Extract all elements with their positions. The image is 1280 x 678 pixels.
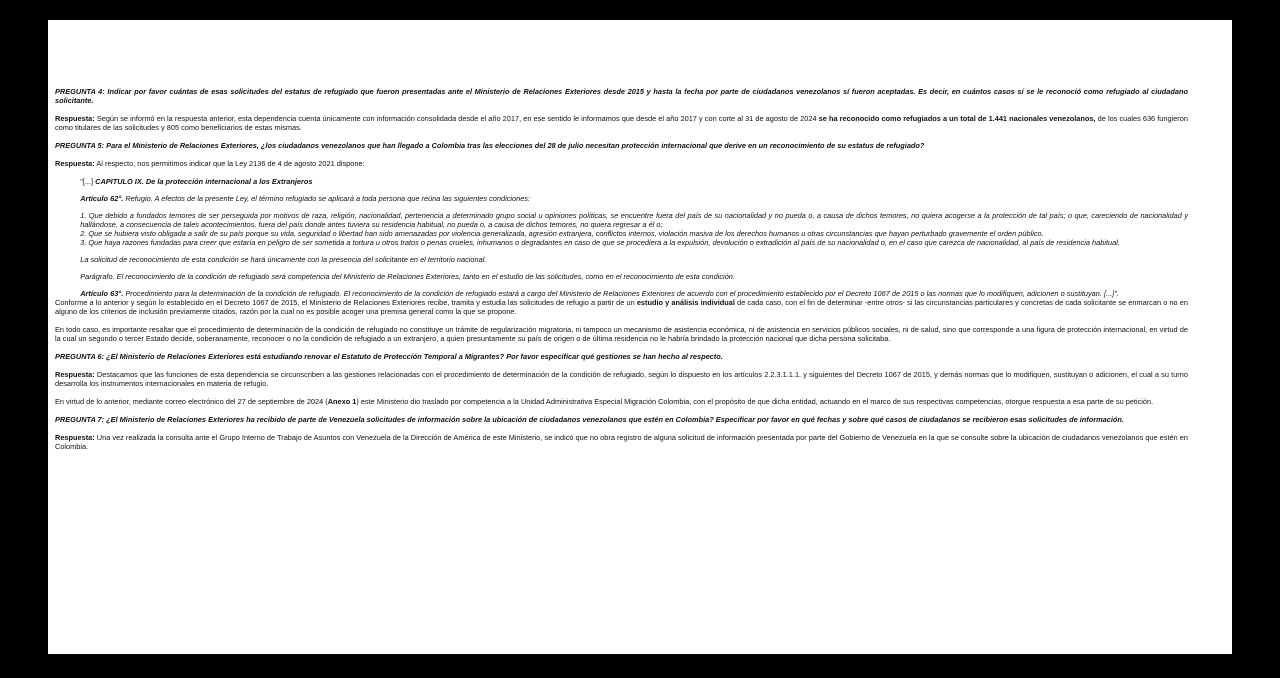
document-page bbox=[48, 20, 1232, 654]
chapter-title: CAPITULO IX. De la protección internacional a los Extranjeros bbox=[95, 177, 313, 186]
answer-label: Respuesta: bbox=[55, 370, 95, 379]
answer-5 bbox=[55, 159, 1188, 168]
article-62-text: Refugio. A efectos de la presente Ley, el término refugiado se aplicará a toda persona que reúna las siguientes condiciones: bbox=[123, 194, 531, 203]
answer-6 bbox=[55, 370, 1188, 388]
question-4: PREGUNTA 4: Indicar por favor cuántas de esas solicitudes del estatus de refugiado que fueron presentadas ante el Ministerio de Relaciones Exteriores desde 2015 y hasta la fecha por parte de ciudadanos venezolanos sí fueron aceptadas. Es decir, en cuántos casos sí se le reconoció como refugiado al ciudadano solicitante. bbox=[55, 87, 1188, 105]
article-63-text: Procedimiento para la determinación de la condición de refugiado. El reconocimiento de la condición de refugiado estará a cargo del Ministerio de Relaciones Exteriores de acuerdo con el procedimiento establecido por el Decreto 1067 de 2015 o las normas que lo modifiquen, adicionen o sustituyan. [...]". bbox=[123, 289, 1119, 298]
answer-text: Una vez realizada la consulta ante el Grupo Interno de Trabajo de Asuntos con Venezuela de la Dirección de América de este Ministerio, se indicó que no obra registro de alguna solicitud de información presentada por parte del Gobierno de Venezuela en la que se consulte sobre la ubicación de ciudadanos venezolanos que estén en Colombia. bbox=[55, 433, 1188, 451]
chapter-heading bbox=[80, 177, 1188, 186]
answer-4 bbox=[55, 114, 1188, 132]
article-62 bbox=[80, 194, 1188, 203]
answer-text: Destacamos que las funciones de esta dependencia se circunscriben a las gestiones relacionadas con el procedimiento de determinación de la condición de refugiado, según lo dispuesto en los artículos 2.2.3.1.1.1. y siguientes del Decreto 1067 de 2015, y demás normas que lo modifiquen, sustituyan o adicionen, el cual a su turno desarrolla los instrumentos internacionales en materia de refugio. bbox=[55, 370, 1188, 388]
document-body bbox=[55, 87, 1188, 460]
article-63 bbox=[80, 289, 1188, 298]
answer-label: Respuesta: bbox=[55, 159, 95, 168]
solicitud-paragraph: La solicitud de reconocimiento de esta condición se hará únicamente con la presencia del solicitante en el territorio nacional. bbox=[80, 255, 487, 264]
answer-text: Al respecto, nos permitimos indicar que la Ley 2136 de 4 de agosto 2021 dispone: bbox=[94, 159, 365, 168]
paragrafo: Parágrafo. El reconocimiento de la condición de refugiado será competencia del Ministerio de Relaciones Exteriores, tanto en el estudio de las solicitudes, como en el reconocimiento de esta condición. bbox=[80, 272, 735, 281]
condition-1: 1. Que debido a fundados temores de ser perseguida por motivos de raza, religión, nacionalidad, pertenencia a determinado grupo social u opiniones políticas, se encuentre fuera del país de su nacionalidad y no pueda o, a causa de dichos temores, no quiera acogerse a la protección de tal país; o que, careciendo de nacionalidad y hallándose, a consecuencia de tales acontecimientos, fuera del país donde antes tuviera su residencia habitual, no pueda o, a causa de dichos temores, no quiera regresar a él o; bbox=[80, 211, 1188, 229]
paragraph-highlight: estudio y análisis individual bbox=[636, 298, 735, 307]
answer-label: Respuesta: bbox=[55, 433, 95, 442]
article-63-label: Artículo 63°. bbox=[80, 289, 124, 298]
paragraph-text: En virtud de lo anterior, mediante correo electrónico del 27 de septiembre de 2024 ( bbox=[55, 397, 328, 406]
answer-text: de los cuales 636 fungieron como titulares de las solicitudes y 805 como beneficiarios de estas mismas. bbox=[55, 114, 1188, 132]
law-quote bbox=[80, 177, 1188, 298]
answer-text: Según se informó en la respuesta anterior, esta dependencia cuenta únicamente con información consolidada desde el año 2017, en ese sentido le informamos que desde el año 2017 y con corte al 31 de agosto de 2024 bbox=[94, 114, 819, 123]
question-6: PREGUNTA 6: ¿El Ministerio de Relaciones Exteriores está estudiando renovar el Estatuto de Protección Temporal a Migrantes? Por favor especificar qué gestiones se han hecho al respecto. bbox=[55, 352, 723, 361]
answer-highlight: se ha reconocido como refugiados a un total de 1.441 nacionales venezolanos, bbox=[818, 114, 1096, 123]
quote-open: "[...] bbox=[80, 177, 96, 186]
question-7: PREGUNTA 7: ¿El Ministerio de Relaciones Exteriores ha recibido de parte de Venezuela solicitudes de información sobre la ubicación de ciudadanos venezolanos que estén en Colombia? Especificar por favor en qué fechas y sobre qué casos de ciudadanos se recibieron esas solicitudes de información. bbox=[55, 415, 1124, 424]
question-5: PREGUNTA 5: Para el Ministerio de Relaciones Exteriores, ¿los ciudadanos venezolanos que han llegado a Colombia tras las elecciones del 28 de julio necesitan protección internacional que derive en un reconocimiento de su estatus de refugiado? bbox=[55, 141, 925, 150]
paragraph-virtud bbox=[55, 397, 1188, 406]
paragraph-text: de cada caso, con el fin de determinar -entre otros- si las circunstancias particulares y concretas de cada solicitante se enmarcan o no en alguno de los criterios de inclusión previamente citados, razón por la cual no es posible acoger una premisa general como la que se propone. bbox=[55, 298, 1188, 316]
answer-7 bbox=[55, 433, 1188, 451]
paragraph-todo-caso: En todo caso, es importante resaltar que el procedimiento de determinación de la condición de refugiado no constituye un trámite de regularización migratoria, ni tampoco un mecanismo de asistencia económica, ni de asistencia en servicios públicos sociales, ni de salud, sino que corresponde a una figura de protección internacional, en virtud de la cual un segundo o tercer Estado decide, soberanamente, reconocer o no la condición de refugiado a un extranjero, a quien presuntamente su país de origen o de última residencia no le habría brindado la protección nacional que dicha persona solicitaba. bbox=[55, 325, 1188, 343]
paragraph-conforme bbox=[55, 298, 1188, 316]
annex-reference: Anexo 1 bbox=[327, 397, 357, 406]
condition-3: 3. Que haya razones fundadas para creer que estaría en peligro de ser sometida a tortura u otros tratos o penas crueles, inhumanos o degradantes en caso de que se procediera a la expulsión, devolución o extradición al país de su nacionalidad o, en el caso que carezca de nacionalidad, al país de residencia habitual. bbox=[80, 238, 1120, 247]
paragraph-text: ) este Ministerio dio traslado por competencia a la Unidad Administrativa Especial Migración Colombia, con el propósito de que dicha entidad, actuando en el marco de sus respectivas competencias, otorgue respuesta a esa parte de su petición. bbox=[356, 397, 1154, 406]
condition-2: 2. Que se hubiera visto obligada a salir de su país porque su vida, seguridad o libertad han sido amenazadas por violencia generalizada, agresión extranjera, conflictos internos, violación masiva de los derechos humanos u otras circunstancias que hayan perturbado gravemente el orden público. bbox=[80, 229, 1044, 238]
paragraph-text: Conforme a lo anterior y según lo establecido en el Decreto 1067 de 2015, el Ministerio de Relaciones Exteriores recibe, tramita y estudia las solicitudes de refugio a partir de un bbox=[55, 298, 637, 307]
article-62-label: Artículo 62°. bbox=[80, 194, 124, 203]
answer-label: Respuesta: bbox=[55, 114, 95, 123]
